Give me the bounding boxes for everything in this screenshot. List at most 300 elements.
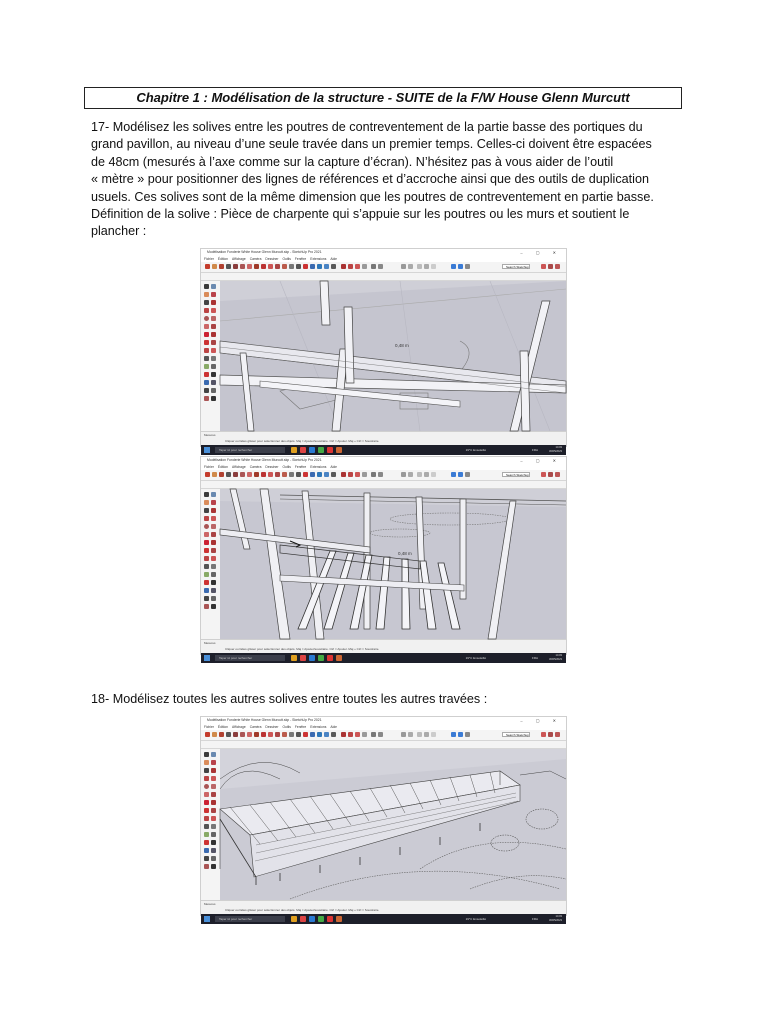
- polygon-icon[interactable]: [211, 524, 216, 529]
- menu-item[interactable]: Caméra: [249, 257, 262, 261]
- polygon-icon[interactable]: [211, 316, 216, 321]
- zoom-extents-icon[interactable]: [331, 472, 336, 477]
- position-camera-icon[interactable]: [204, 396, 209, 401]
- tray-icon[interactable]: [555, 472, 560, 477]
- paint-icon[interactable]: [219, 472, 224, 477]
- taskbar-app-icon[interactable]: [336, 447, 342, 453]
- menu-item[interactable]: Fichier: [204, 725, 214, 729]
- dimension-icon[interactable]: [211, 824, 216, 829]
- menu-item[interactable]: Extensions: [310, 257, 327, 261]
- orbit-icon[interactable]: [310, 472, 315, 477]
- paint-icon[interactable]: [211, 292, 216, 297]
- taskbar-time: 14:03: [555, 446, 562, 449]
- style-icon[interactable]: [371, 732, 376, 737]
- sketchup-titlebar: [201, 717, 566, 724]
- menu-item[interactable]: Édition: [217, 465, 228, 469]
- taskbar-lang: FRA: [532, 656, 538, 660]
- 3d-viewport[interactable]: [220, 749, 566, 900]
- dimension-icon[interactable]: [211, 564, 216, 569]
- step-18-text: 18- Modélisez toutes les autres solives entre toutes les autres travées :: [91, 692, 488, 706]
- undo-icon[interactable]: [451, 472, 456, 477]
- circle-icon[interactable]: [240, 472, 245, 477]
- menu-item[interactable]: Extensions: [310, 725, 327, 729]
- windows-start-icon[interactable]: [204, 655, 210, 661]
- component-icon[interactable]: [341, 264, 346, 269]
- eraser-icon[interactable]: [204, 500, 209, 505]
- menu-item[interactable]: Affichage: [232, 465, 246, 469]
- tray-icon[interactable]: [548, 264, 553, 269]
- chapter-title: [84, 87, 682, 109]
- window-controls[interactable]: – ▢ ✕: [520, 458, 562, 463]
- select-tool-icon[interactable]: [205, 472, 210, 477]
- zoom-extents-icon[interactable]: [211, 596, 216, 601]
- taskbar-search[interactable]: Taper ici pour rechercher: [215, 916, 285, 922]
- scale-icon[interactable]: [275, 264, 280, 269]
- 3d-text-icon[interactable]: [211, 372, 216, 377]
- rectangle-icon[interactable]: [204, 516, 209, 521]
- scale-icon[interactable]: [204, 556, 209, 561]
- windows-start-icon[interactable]: [204, 916, 210, 922]
- step-17-line: « mètre » pour positionner des lignes de références et d’accroche ainsi que des outils de duplication: [91, 172, 649, 187]
- walk-icon[interactable]: [211, 864, 216, 869]
- redo-icon[interactable]: [458, 472, 463, 477]
- eraser-icon[interactable]: [204, 760, 209, 765]
- menu-item[interactable]: Dessiner: [265, 257, 279, 261]
- arc2-icon[interactable]: [211, 324, 216, 329]
- warehouse-icon[interactable]: [401, 472, 406, 477]
- rotate-icon[interactable]: [204, 548, 209, 553]
- zoom-icon[interactable]: [324, 472, 329, 477]
- rectangle-icon[interactable]: [233, 732, 238, 737]
- view-iso-icon[interactable]: [417, 264, 422, 269]
- menu-item[interactable]: Fenêtre: [294, 725, 307, 729]
- position-camera-icon[interactable]: [204, 604, 209, 609]
- circle-icon[interactable]: [204, 524, 209, 529]
- component-icon[interactable]: [341, 472, 346, 477]
- arc-icon[interactable]: [247, 264, 252, 269]
- window-controls[interactable]: – ▢ ✕: [520, 718, 562, 723]
- zoom-extents-icon[interactable]: [211, 856, 216, 861]
- step-17-line: Définition de la solive : Pièce de charpente qui s’appuie sur les poutres ou les murs et soutient le: [91, 207, 630, 222]
- shadow-icon[interactable]: [362, 472, 367, 477]
- offset-icon[interactable]: [211, 348, 216, 353]
- warehouse-icon[interactable]: [401, 732, 406, 737]
- arc-icon[interactable]: [204, 324, 209, 329]
- zoom-extents-icon[interactable]: [331, 264, 336, 269]
- menu-item[interactable]: Affichage: [232, 725, 246, 729]
- taskbar-weather: 19°C Ensoleillé: [465, 656, 486, 660]
- viewport-area: [201, 489, 566, 639]
- taskbar-app-icon[interactable]: [291, 916, 297, 922]
- zoom-extents-icon[interactable]: [211, 388, 216, 393]
- measurements-box[interactable]: Mesures: [201, 900, 566, 907]
- extension-icon[interactable]: [408, 732, 413, 737]
- step-17-line: de 48cm (mesurés à l’axe comme sur la capture d’écran). N’hésitez pas à vous aider de l’outil: [91, 154, 614, 169]
- tray-icon[interactable]: [548, 472, 553, 477]
- text-icon[interactable]: [211, 832, 216, 837]
- dimension-label: 0,48 m: [398, 551, 412, 556]
- rectangle-icon[interactable]: [204, 308, 209, 313]
- rotated-rect-icon[interactable]: [211, 516, 216, 521]
- taskbar-app-icon[interactable]: [336, 916, 342, 922]
- rotate-icon[interactable]: [268, 264, 273, 269]
- redo-icon[interactable]: [458, 264, 463, 269]
- windows-start-icon[interactable]: [204, 447, 210, 453]
- extension-icon[interactable]: [408, 472, 413, 477]
- zoom-extents-icon[interactable]: [331, 732, 336, 737]
- viewport-area: [201, 749, 566, 900]
- zoom-icon[interactable]: [204, 856, 209, 861]
- window-controls[interactable]: – ▢ ✕: [520, 250, 562, 255]
- taskbar-app-icon[interactable]: [336, 655, 342, 661]
- status-hint: Cliquer ou faites glisser pour sélectionner des objets. Maj = Ajouter/soustraire. Ctrl = Ajouter. Maj + Ctrl = Soustraire.: [201, 646, 566, 653]
- text-icon[interactable]: [211, 364, 216, 369]
- section-icon[interactable]: [355, 732, 360, 737]
- text-icon[interactable]: [296, 732, 301, 737]
- print-icon[interactable]: [465, 472, 470, 477]
- warehouse-icon[interactable]: [401, 264, 406, 269]
- taskbar-weather: 19°C Ensoleillé: [465, 917, 486, 921]
- layers-icon[interactable]: [378, 264, 383, 269]
- follow-me-icon[interactable]: [211, 340, 216, 345]
- menu-item[interactable]: Aide: [330, 257, 337, 261]
- dimension-label: 0,48 m: [395, 343, 409, 348]
- menu-item[interactable]: Dessiner: [265, 725, 279, 729]
- section-icon[interactable]: [355, 472, 360, 477]
- menu-item[interactable]: Caméra: [249, 465, 262, 469]
- circle-icon[interactable]: [240, 264, 245, 269]
- menu-item[interactable]: Extensions: [310, 465, 327, 469]
- offset-icon[interactable]: [211, 816, 216, 821]
- extension-icon[interactable]: [408, 264, 413, 269]
- select-tool-icon[interactable]: [205, 264, 210, 269]
- rotated-rect-icon[interactable]: [211, 308, 216, 313]
- zoom-icon[interactable]: [204, 388, 209, 393]
- protractor-icon[interactable]: [204, 832, 209, 837]
- pan-icon[interactable]: [317, 472, 322, 477]
- tape-icon[interactable]: [204, 564, 209, 569]
- freehand-icon[interactable]: [211, 508, 216, 513]
- line-icon[interactable]: [204, 768, 209, 773]
- follow-me-icon[interactable]: [211, 808, 216, 813]
- view-front-icon[interactable]: [431, 472, 436, 477]
- taskbar-app-icon[interactable]: [291, 447, 297, 453]
- eraser-icon[interactable]: [204, 292, 209, 297]
- menu-item[interactable]: Aide: [330, 725, 337, 729]
- search-input[interactable]: Search Sketchup: [502, 732, 530, 737]
- menu-item[interactable]: Outils: [282, 257, 291, 261]
- arc-icon[interactable]: [204, 532, 209, 537]
- windows-taskbar: [201, 445, 566, 455]
- shadow-icon[interactable]: [362, 264, 367, 269]
- protractor-icon[interactable]: [204, 364, 209, 369]
- move-icon[interactable]: [261, 472, 266, 477]
- menu-item[interactable]: Édition: [217, 257, 228, 261]
- layers-icon[interactable]: [378, 732, 383, 737]
- axes-icon[interactable]: [204, 580, 209, 585]
- eraser-icon[interactable]: [212, 732, 217, 737]
- line-icon[interactable]: [204, 300, 209, 305]
- eraser-icon[interactable]: [212, 264, 217, 269]
- tape-icon[interactable]: [289, 732, 294, 737]
- axes-icon[interactable]: [303, 732, 308, 737]
- dimension-icon[interactable]: [211, 356, 216, 361]
- screenshot-3: [200, 716, 567, 922]
- zoom-icon[interactable]: [324, 264, 329, 269]
- eraser-icon[interactable]: [212, 472, 217, 477]
- follow-me-icon[interactable]: [211, 548, 216, 553]
- step-17-line: 17- Modélisez les solives entre les poutres de contreventement de la partie basse des portiques du: [91, 120, 643, 134]
- taskbar-app-icon[interactable]: [309, 447, 315, 453]
- select-tool-icon[interactable]: [204, 752, 209, 757]
- menu-item[interactable]: Édition: [217, 725, 228, 729]
- walk-icon[interactable]: [211, 604, 216, 609]
- taskbar-clock: [549, 654, 562, 662]
- taskbar-app-icon[interactable]: [327, 655, 333, 661]
- measurements-box[interactable]: Mesures: [201, 639, 566, 646]
- offset-icon[interactable]: [211, 556, 216, 561]
- orbit-icon[interactable]: [204, 588, 209, 593]
- component-icon[interactable]: [341, 732, 346, 737]
- axes-icon[interactable]: [303, 264, 308, 269]
- group-icon[interactable]: [348, 472, 353, 477]
- window-title: Modélisation Fonderie White House Glenn Murcutt.skp - SketchUp Pro 2021: [207, 250, 322, 254]
- taskbar-app-icon[interactable]: [318, 655, 324, 661]
- tray-icon[interactable]: [541, 264, 546, 269]
- arc-icon[interactable]: [247, 732, 252, 737]
- tape-icon[interactable]: [289, 472, 294, 477]
- view-top-icon[interactable]: [424, 732, 429, 737]
- taskbar-app-icon[interactable]: [291, 655, 297, 661]
- push-pull-icon[interactable]: [211, 540, 216, 545]
- text-icon[interactable]: [296, 264, 301, 269]
- menu-item[interactable]: Fichier: [204, 257, 214, 261]
- pan-icon[interactable]: [211, 848, 216, 853]
- text-icon[interactable]: [296, 472, 301, 477]
- orbit-icon[interactable]: [204, 380, 209, 385]
- taskbar-app-icon[interactable]: [309, 655, 315, 661]
- paint-icon[interactable]: [219, 732, 224, 737]
- tray-icon[interactable]: [555, 732, 560, 737]
- tray-icon[interactable]: [541, 472, 546, 477]
- pan-icon[interactable]: [211, 380, 216, 385]
- window-title: Modélisation Fonderie White House Glenn Murcutt.skp - SketchUp Pro 2021: [207, 718, 322, 722]
- taskbar-lang: FRA: [532, 917, 538, 921]
- model-view-1: [220, 281, 566, 431]
- axes-icon[interactable]: [303, 472, 308, 477]
- view-front-icon[interactable]: [431, 264, 436, 269]
- search-input[interactable]: Search Sketchup: [502, 264, 530, 269]
- window-title: Modélisation Fonderie White House Glenn Murcutt.skp - SketchUp Pro 2021: [207, 458, 322, 462]
- layers-icon[interactable]: [378, 472, 383, 477]
- main-toolbar: [201, 470, 566, 481]
- taskbar-clock: [549, 446, 562, 454]
- move-icon[interactable]: [261, 264, 266, 269]
- shadow-icon[interactable]: [362, 732, 367, 737]
- left-toolbar: [201, 489, 221, 639]
- paint-icon[interactable]: [211, 500, 216, 505]
- tray-icon[interactable]: [541, 732, 546, 737]
- tape-icon[interactable]: [204, 356, 209, 361]
- zoom-icon[interactable]: [204, 596, 209, 601]
- status-hint: Cliquer ou faites glisser pour sélectionner des objets. Maj = Ajouter/soustraire. Ctrl = Ajouter. Maj + Ctrl = Soustraire.: [201, 907, 566, 914]
- taskbar-clock: [549, 915, 562, 923]
- taskbar-app-icon[interactable]: [300, 655, 306, 661]
- rotate-icon[interactable]: [268, 472, 273, 477]
- group-icon[interactable]: [348, 732, 353, 737]
- view-iso-icon[interactable]: [417, 472, 422, 477]
- line-icon[interactable]: [204, 508, 209, 513]
- arc2-icon[interactable]: [211, 792, 216, 797]
- axes-icon[interactable]: [204, 372, 209, 377]
- tape-icon[interactable]: [289, 264, 294, 269]
- view-top-icon[interactable]: [424, 264, 429, 269]
- scale-icon[interactable]: [204, 816, 209, 821]
- make-component-icon[interactable]: [211, 752, 216, 757]
- freehand-icon[interactable]: [211, 300, 216, 305]
- move-icon[interactable]: [204, 800, 209, 805]
- move-icon[interactable]: [204, 540, 209, 545]
- push-pull-icon[interactable]: [254, 472, 259, 477]
- 3d-text-icon[interactable]: [211, 580, 216, 585]
- view-iso-icon[interactable]: [417, 732, 422, 737]
- 3d-viewport[interactable]: [220, 489, 566, 639]
- polygon-icon[interactable]: [211, 784, 216, 789]
- step-17-text: [91, 119, 681, 241]
- menu-item[interactable]: Fenêtre: [294, 465, 307, 469]
- rectangle-icon[interactable]: [233, 472, 238, 477]
- tape-icon[interactable]: [204, 824, 209, 829]
- section-icon[interactable]: [355, 264, 360, 269]
- redo-icon[interactable]: [458, 732, 463, 737]
- taskbar-app-icon[interactable]: [318, 447, 324, 453]
- select-tool-icon[interactable]: [204, 284, 209, 289]
- menu-item[interactable]: Affichage: [232, 257, 246, 261]
- taskbar-app-icon[interactable]: [318, 916, 324, 922]
- style-icon[interactable]: [371, 472, 376, 477]
- search-input[interactable]: Search Sketchup: [502, 472, 530, 477]
- text-icon[interactable]: [211, 572, 216, 577]
- menu-item[interactable]: Outils: [282, 725, 291, 729]
- arc-icon[interactable]: [204, 792, 209, 797]
- make-component-icon[interactable]: [211, 284, 216, 289]
- scale-icon[interactable]: [275, 472, 280, 477]
- arc-icon[interactable]: [247, 472, 252, 477]
- push-pull-icon[interactable]: [211, 332, 216, 337]
- rotate-icon[interactable]: [268, 732, 273, 737]
- taskbar-search[interactable]: Taper ici pour rechercher: [215, 655, 285, 661]
- step-17-line: usuels. Ces solives sont de la même dimension que les poutres de contreventement en partie basse.: [91, 189, 654, 204]
- pan-icon[interactable]: [317, 732, 322, 737]
- position-camera-icon[interactable]: [204, 864, 209, 869]
- taskbar-app-icon[interactable]: [327, 447, 333, 453]
- taskbar-time: 14:03: [555, 915, 562, 918]
- rectangle-icon[interactable]: [233, 264, 238, 269]
- measurements-box[interactable]: Mesures: [201, 431, 566, 438]
- move-icon[interactable]: [204, 332, 209, 337]
- offset-icon[interactable]: [282, 264, 287, 269]
- select-tool-icon[interactable]: [205, 732, 210, 737]
- zoom-icon[interactable]: [324, 732, 329, 737]
- menu-item[interactable]: Fenêtre: [294, 257, 307, 261]
- paint-icon[interactable]: [211, 760, 216, 765]
- line-icon[interactable]: [226, 472, 231, 477]
- taskbar-search[interactable]: Taper ici pour rechercher: [215, 447, 285, 453]
- menu-item[interactable]: Aide: [330, 465, 337, 469]
- line-icon[interactable]: [226, 264, 231, 269]
- print-icon[interactable]: [465, 264, 470, 269]
- pan-icon[interactable]: [211, 588, 216, 593]
- menu-item[interactable]: Fichier: [204, 465, 214, 469]
- status-hint: Cliquer ou faites glisser pour sélectionner des objets. Maj = Ajouter/soustraire. Ctrl = Ajouter. Maj + Ctrl = Soustraire.: [201, 438, 566, 445]
- scale-icon[interactable]: [204, 348, 209, 353]
- view-top-icon[interactable]: [424, 472, 429, 477]
- rectangle-icon[interactable]: [204, 776, 209, 781]
- paint-icon[interactable]: [219, 264, 224, 269]
- freehand-icon[interactable]: [211, 768, 216, 773]
- 3d-viewport[interactable]: [220, 281, 566, 431]
- arc2-icon[interactable]: [211, 532, 216, 537]
- menu-item[interactable]: Outils: [282, 465, 291, 469]
- orbit-icon[interactable]: [310, 264, 315, 269]
- taskbar-app-icon[interactable]: [327, 916, 333, 922]
- sketchup-titlebar: [201, 249, 566, 256]
- orbit-icon[interactable]: [204, 848, 209, 853]
- taskbar-app-icon[interactable]: [300, 447, 306, 453]
- scale-icon[interactable]: [275, 732, 280, 737]
- menu-item[interactable]: Caméra: [249, 725, 262, 729]
- taskbar-app-icon[interactable]: [300, 916, 306, 922]
- view-front-icon[interactable]: [431, 732, 436, 737]
- 3d-text-icon[interactable]: [211, 840, 216, 845]
- windows-taskbar: [201, 653, 566, 663]
- group-icon[interactable]: [348, 264, 353, 269]
- line-icon[interactable]: [226, 732, 231, 737]
- windows-taskbar: [201, 914, 566, 924]
- circle-icon[interactable]: [204, 784, 209, 789]
- walk-icon[interactable]: [211, 396, 216, 401]
- offset-icon[interactable]: [282, 732, 287, 737]
- secondary-toolbar: [201, 273, 566, 281]
- tray-icon[interactable]: [555, 264, 560, 269]
- pan-icon[interactable]: [317, 264, 322, 269]
- menu-item[interactable]: Dessiner: [265, 465, 279, 469]
- push-pull-icon[interactable]: [254, 732, 259, 737]
- protractor-icon[interactable]: [204, 572, 209, 577]
- push-pull-icon[interactable]: [211, 800, 216, 805]
- print-icon[interactable]: [465, 732, 470, 737]
- move-icon[interactable]: [261, 732, 266, 737]
- select-tool-icon[interactable]: [204, 492, 209, 497]
- make-component-icon[interactable]: [211, 492, 216, 497]
- taskbar-app-icon[interactable]: [309, 916, 315, 922]
- chapter-heading: Modélisation de la structure - SUITE de la F/W House Glenn Murcutt: [211, 90, 630, 105]
- taskbar-time: 14:03: [555, 654, 562, 657]
- tray-icon[interactable]: [548, 732, 553, 737]
- push-pull-icon[interactable]: [254, 264, 259, 269]
- circle-icon[interactable]: [240, 732, 245, 737]
- axes-icon[interactable]: [204, 840, 209, 845]
- circle-icon[interactable]: [204, 316, 209, 321]
- rotate-icon[interactable]: [204, 808, 209, 813]
- style-icon[interactable]: [371, 264, 376, 269]
- undo-icon[interactable]: [451, 732, 456, 737]
- undo-icon[interactable]: [451, 264, 456, 269]
- rotate-icon[interactable]: [204, 340, 209, 345]
- offset-icon[interactable]: [282, 472, 287, 477]
- rotated-rect-icon[interactable]: [211, 776, 216, 781]
- orbit-icon[interactable]: [310, 732, 315, 737]
